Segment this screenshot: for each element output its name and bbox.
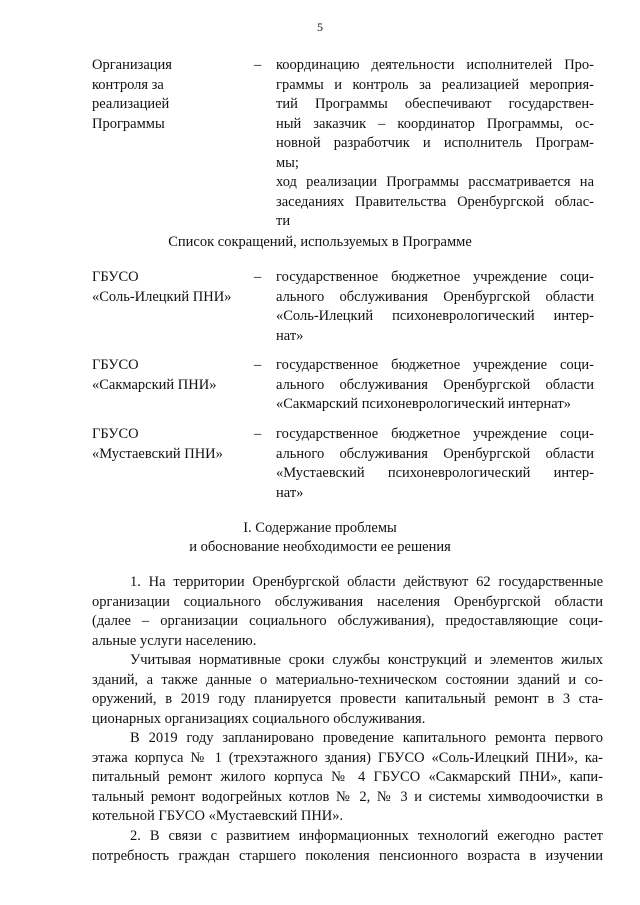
paragraph-line: оружений, в 2019 году планируется провести капитальный ремонт в 3 ста- — [92, 691, 603, 707]
paragraph-line: зданий, а также данные о материально-техническом состоянии зданий и со- — [92, 671, 603, 688]
paragraph-line: котельной ГБУСО «Мустаевский ПНИ». — [92, 808, 344, 824]
control-definition — [276, 56, 594, 232]
paragraph-line: 1. На территории Оренбургской области действуют 62 государственные — [130, 574, 603, 590]
definition-line: мы; — [276, 154, 299, 171]
paragraph-line: Учитывая нормативные сроки службы конструкций и элементов жилых — [130, 652, 603, 668]
term-line: ГБУСО — [92, 426, 139, 442]
term-line: «Сакмарский ПНИ» — [92, 376, 217, 393]
definition-line: ального обслуживания Оренбургской области — [276, 376, 594, 393]
body-paragraph — [92, 651, 603, 729]
paragraph-line: этажа корпуса № 1 (трехэтажного здания) ГБУСО «Соль-Илецкий ПНИ», ка- — [92, 749, 603, 766]
term-dash: – — [254, 57, 262, 73]
term-line: Организация — [92, 57, 172, 73]
term-line: Программы — [92, 115, 165, 132]
term-dash: – — [254, 426, 262, 442]
term-line: контроля за — [92, 76, 164, 93]
definition-line: нат» — [276, 484, 304, 501]
body-paragraph — [92, 827, 603, 866]
definition-line: «Мустаевский психоневрологический интер- — [276, 465, 594, 481]
paragraph-line: 2. В связи с развитием информационных технологий ежегодно растет — [130, 828, 603, 844]
term-line: «Мустаевский ПНИ» — [92, 445, 223, 462]
paragraph-line: (далее – организации социального обслуживания), предоставляющие соци- — [92, 613, 603, 629]
abbreviation-definition — [276, 425, 594, 503]
abbreviation-term — [92, 268, 252, 307]
definition-line: «Соль-Илецкий психоневрологический интер- — [276, 308, 594, 324]
definition-line: государственное бюджетное учреждение соци- — [276, 426, 594, 442]
paragraph-line: тальный ремонт водогрейных котлов № 2, № 3 и системы химводоочистки в — [92, 788, 603, 805]
abbreviation-item — [92, 425, 594, 505]
abbreviation-definition — [276, 268, 594, 346]
section-title-line-1: I. Содержание проблемы — [243, 520, 397, 536]
definition-line: ального обслуживания Оренбургской области — [276, 288, 594, 305]
paragraph-line: ционарных организациях социального обслуживания. — [92, 710, 426, 727]
term-line: реализацией — [92, 96, 170, 112]
abbreviation-item — [92, 356, 594, 416]
body-paragraph — [92, 729, 603, 827]
term-line: «Соль-Илецкий ПНИ» — [92, 288, 232, 305]
term-dash: – — [254, 357, 262, 373]
paragraph-line: В 2019 году запланировано проведение капитального ремонта первого — [130, 730, 603, 746]
definition-line: ный заказчик – координатор Программы, ос- — [276, 115, 594, 132]
definition-line: нат» — [276, 327, 304, 344]
term-dash: – — [254, 269, 262, 285]
page-number: 5 — [317, 20, 323, 34]
section-title-line-2: и обоснование необходимости ее решения — [189, 539, 451, 555]
control-term — [92, 56, 252, 134]
control-block — [92, 56, 594, 232]
definition-line: заседаниях Правительства Оренбургской облас- — [276, 193, 594, 210]
paragraph-line: питальный ремонт жилого корпуса № 4 ГБУСО «Сакмарский ПНИ», капи- — [92, 769, 603, 785]
term-line: ГБУСО — [92, 357, 139, 373]
definition-line: координацию деятельности исполнителей Про- — [276, 57, 594, 73]
definition-line: «Сакмарский психоневрологический интернат» — [276, 396, 571, 412]
definition-line: ти — [276, 213, 291, 229]
abbreviation-term — [92, 356, 252, 395]
abbreviation-term — [92, 425, 252, 464]
definition-line: государственное бюджетное учреждение соци- — [276, 357, 594, 373]
paragraph-line: потребность граждан старшего поколения пенсионного возраста в изучении — [92, 847, 603, 864]
abbreviations-heading: Список сокращений, используемых в Программе — [168, 234, 472, 250]
term-line: ГБУСО — [92, 269, 139, 285]
abbreviation-item — [92, 268, 594, 348]
definition-line: государственное бюджетное учреждение соци- — [276, 269, 594, 285]
definition-line: граммы и контроль за реализацией мероприя- — [276, 76, 594, 93]
definition-line: новной разработчик и исполнитель Програм- — [276, 135, 594, 151]
definition-line: ального обслуживания Оренбургской области — [276, 445, 594, 462]
paragraph-line: альные услуги населению. — [92, 632, 257, 649]
definition-line: ход реализации Программы рассматривается на — [276, 174, 594, 190]
body-paragraph — [92, 573, 603, 651]
definition-line: тий Программы обеспечивают государствен- — [276, 96, 594, 112]
abbreviation-definition — [276, 356, 594, 415]
paragraph-line: организации социального обслуживания населения Оренбургской области — [92, 593, 603, 610]
